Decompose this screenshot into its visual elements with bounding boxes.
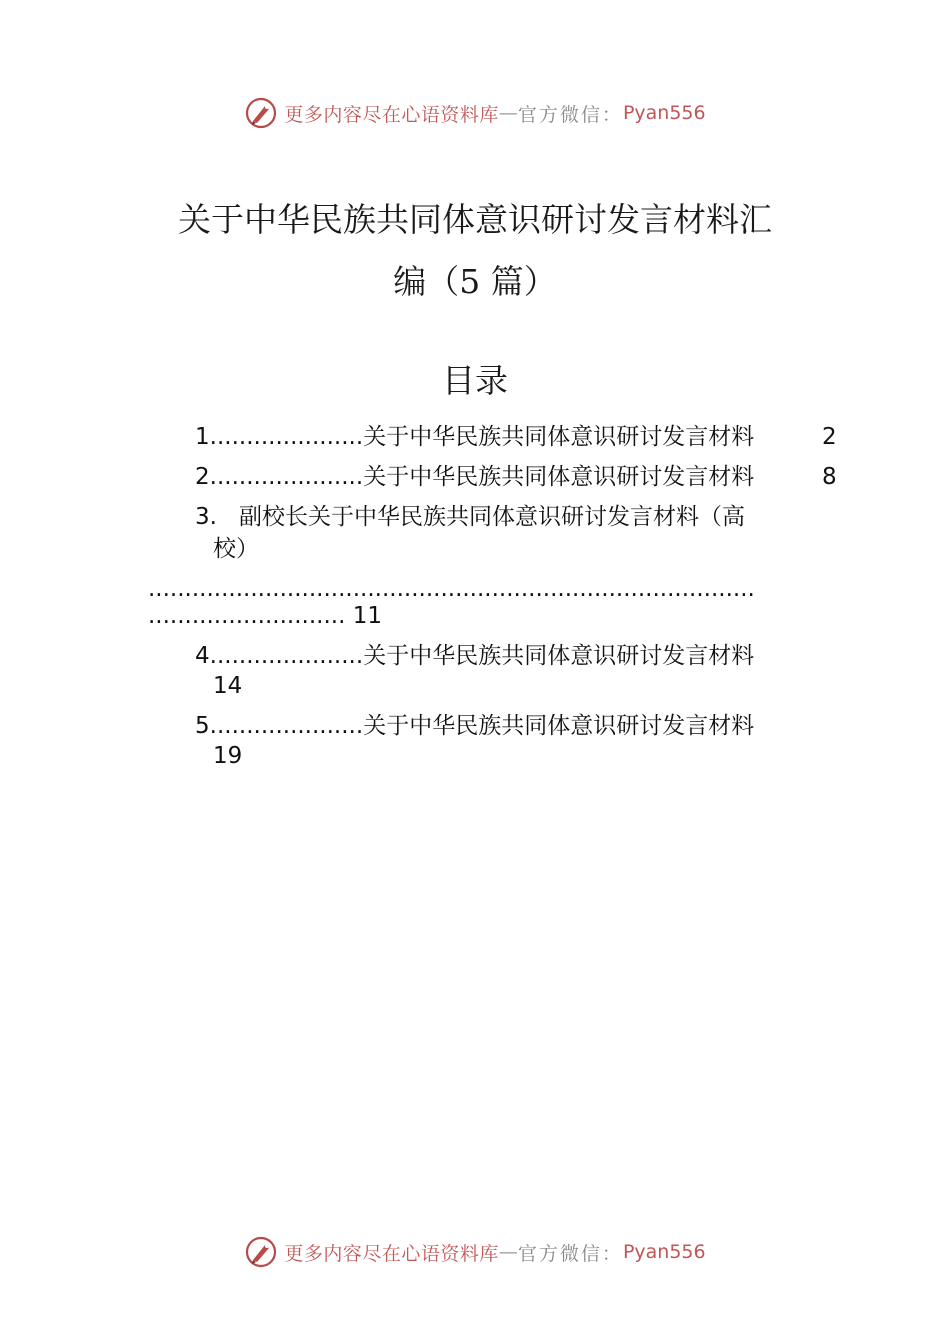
banner-text: 更多内容尽在心语资料库 <box>284 1242 499 1265</box>
toc-item-3-title-continued[interactable]: 校） <box>213 536 259 562</box>
pen-nib-logo-icon <box>244 1235 278 1269</box>
banner-wechat-label: 官方微信： <box>517 103 623 126</box>
banner-wechat-id: Pyan556 <box>622 1241 706 1263</box>
toc-item-title: 关于中华民族共同体意识研讨发言材料 <box>363 713 755 739</box>
toc-heading: 目录 <box>442 361 508 400</box>
toc-item-leader: .................... <box>216 643 364 669</box>
toc-item-3-leader-line-2[interactable] <box>148 601 382 631</box>
toc-item-3[interactable] <box>195 502 745 532</box>
header-banner <box>0 93 950 133</box>
toc-item-number: 5. <box>195 713 217 739</box>
toc-item-number: 4. <box>195 643 217 669</box>
toc-item-2-page[interactable]: 8 <box>822 464 837 490</box>
toc-item-number: 1. <box>195 424 217 450</box>
toc-item-1-page[interactable]: 2 <box>822 424 837 450</box>
toc-item-title: 副校长关于中华民族共同体意识研讨发言材料（高 <box>238 504 745 530</box>
toc-item-2[interactable] <box>195 462 754 492</box>
toc-item-5-page[interactable]: 19 <box>213 743 243 769</box>
banner-text: 更多内容尽在心语资料库 <box>284 103 499 126</box>
pen-nib-logo-icon <box>244 96 278 130</box>
toc-item-3-page: 11 <box>352 603 382 629</box>
toc-item-5[interactable] <box>195 711 754 741</box>
toc-item-3-leader-line-1: ................................................................................... <box>148 576 755 602</box>
toc-item-1[interactable] <box>195 422 754 452</box>
banner-dash: — <box>498 1241 518 1263</box>
toc-item-title: 关于中华民族共同体意识研讨发言材料 <box>363 643 755 669</box>
toc-item-leader: ........................... <box>148 603 346 629</box>
toc-item-leader: .................... <box>216 713 364 739</box>
footer-banner <box>0 1232 950 1272</box>
banner-dash: — <box>498 102 518 124</box>
document-title-line-1: 关于中华民族共同体意识研讨发言材料汇 <box>178 200 772 239</box>
toc-item-leader: .................... <box>216 424 364 450</box>
document-title-line-2: 编（5 篇） <box>393 262 557 301</box>
banner-wechat-id: Pyan556 <box>622 102 706 124</box>
toc-item-4[interactable] <box>195 641 754 671</box>
toc-item-title: 关于中华民族共同体意识研讨发言材料 <box>363 424 755 450</box>
toc-item-4-page[interactable]: 14 <box>213 673 243 699</box>
toc-item-title: 关于中华民族共同体意识研讨发言材料 <box>363 464 755 490</box>
banner-wechat-label: 官方微信： <box>517 1242 623 1265</box>
toc-item-number: 3. <box>195 504 217 530</box>
toc-item-leader: .................... <box>216 464 364 490</box>
toc-item-number: 2. <box>195 464 217 490</box>
